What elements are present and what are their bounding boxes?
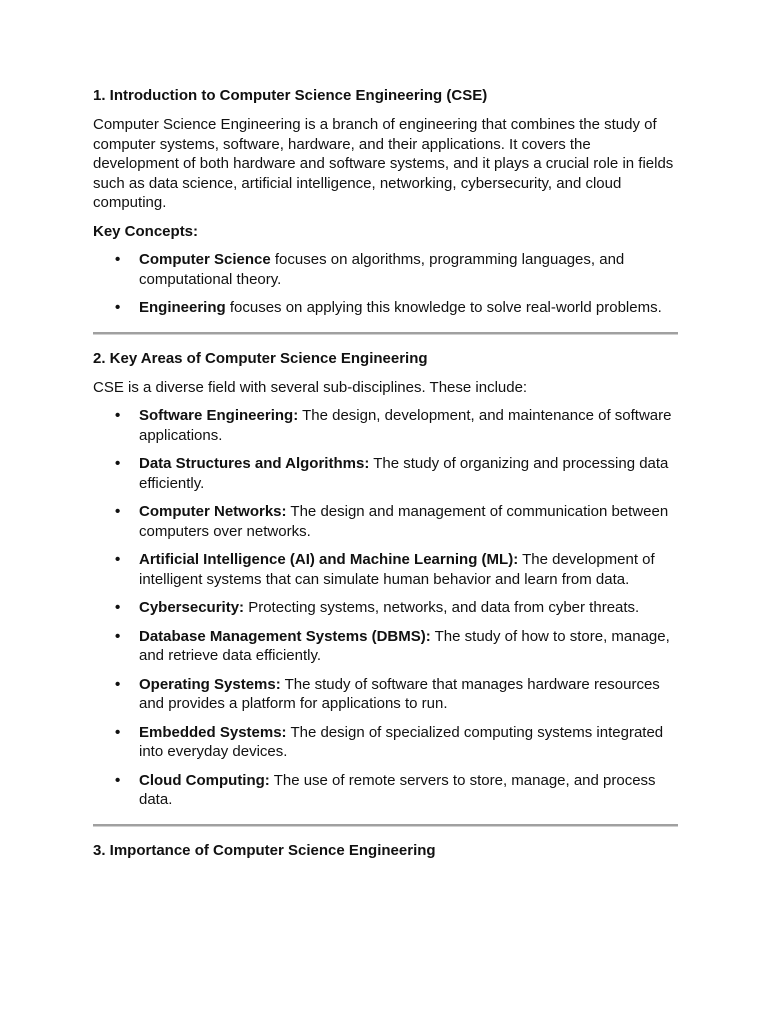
bullet-icon: •	[115, 251, 121, 268]
list-item	[93, 771, 678, 810]
list-item-term: Operating Systems:	[139, 675, 281, 693]
key-areas-list	[93, 406, 678, 810]
section-introduction	[93, 86, 678, 318]
bullet-icon: •	[115, 599, 121, 616]
bullet-icon: •	[115, 455, 121, 472]
list-item-term: Cybersecurity:	[139, 599, 245, 616]
list-item-text: The design, development, and maintenance of software applications.	[139, 407, 672, 444]
section-2-title: 2. Key Areas of Computer Science Engineering	[93, 349, 428, 367]
bullet-icon: •	[115, 551, 121, 568]
list-item	[93, 550, 678, 589]
bullet-icon: •	[115, 627, 121, 645]
list-item-text: The design and management of communication between computers over networks.	[139, 503, 669, 540]
list-item-text: The use of remote servers to store, manage, and process data.	[139, 771, 656, 808]
document-page	[93, 86, 678, 861]
list-item-text: focuses on algorithms, programming languages, and computational theory.	[139, 251, 625, 288]
list-item	[93, 627, 678, 666]
bullet-icon: •	[115, 407, 121, 424]
section-3-title: 3. Importance of Computer Science Engineering	[93, 841, 436, 859]
list-item-term: Engineering	[139, 299, 226, 316]
list-item-text: The development of intelligent systems that can simulate human behavior and learn from data.	[139, 551, 655, 588]
list-item-text: Protecting systems, networks, and data from cyber threats.	[244, 599, 640, 616]
bullet-icon: •	[115, 675, 121, 693]
list-item-term: Embedded Systems:	[139, 723, 287, 741]
horizontal-divider	[93, 332, 678, 335]
bullet-icon: •	[115, 771, 121, 789]
list-item	[93, 454, 678, 493]
key-concepts-list	[93, 250, 678, 318]
key-concepts-label: Key Concepts:	[93, 222, 199, 240]
list-item	[93, 502, 678, 541]
list-item-text: The study of how to store, manage, and retrieve data efficiently.	[139, 627, 670, 664]
bullet-icon: •	[115, 299, 121, 316]
list-item-text: The study of organizing and processing data efficiently.	[139, 455, 669, 492]
section-importance	[93, 841, 678, 861]
list-item-term: Artificial Intelligence (AI) and Machine Learning (ML):	[139, 551, 519, 568]
list-item-text: The design of specialized computing systems integrated into everyday devices.	[139, 723, 664, 760]
section-key-areas	[93, 349, 678, 810]
list-item-term: Database Management Systems (DBMS):	[139, 627, 431, 645]
section-2-paragraph: CSE is a diverse field with several sub-disciplines. These include:	[93, 378, 528, 396]
horizontal-divider	[93, 824, 678, 827]
list-item-term: Data Structures and Algorithms:	[139, 455, 370, 472]
list-item	[93, 298, 678, 318]
list-item-term: Cloud Computing:	[139, 771, 270, 789]
list-item	[93, 406, 678, 445]
bullet-icon: •	[115, 503, 121, 520]
list-item	[93, 675, 678, 714]
bullet-icon: •	[115, 723, 121, 741]
list-item-text: The study of software that manages hardware resources and provides a platform for applications to run.	[139, 675, 660, 712]
list-item-term: Computer Science	[139, 251, 271, 268]
list-item	[93, 598, 678, 618]
list-item-term: Software Engineering:	[139, 407, 299, 424]
section-1-paragraph: Computer Science Engineering is a branch of engineering that combines the study of computer systems, software, hardware, and their applications. It covers the development of both hardware and software systems, and it plays a crucial role in fields such as data science, artificial intelligence, networking, cybersecurity, and cloud computing.	[93, 116, 674, 211]
section-1-title: 1. Introduction to Computer Science Engineering (CSE)	[93, 87, 488, 104]
list-item	[93, 723, 678, 762]
list-item-term: Computer Networks:	[139, 503, 287, 520]
list-item	[93, 250, 678, 289]
list-item-text: focuses on applying this knowledge to solve real-world problems.	[225, 299, 662, 316]
